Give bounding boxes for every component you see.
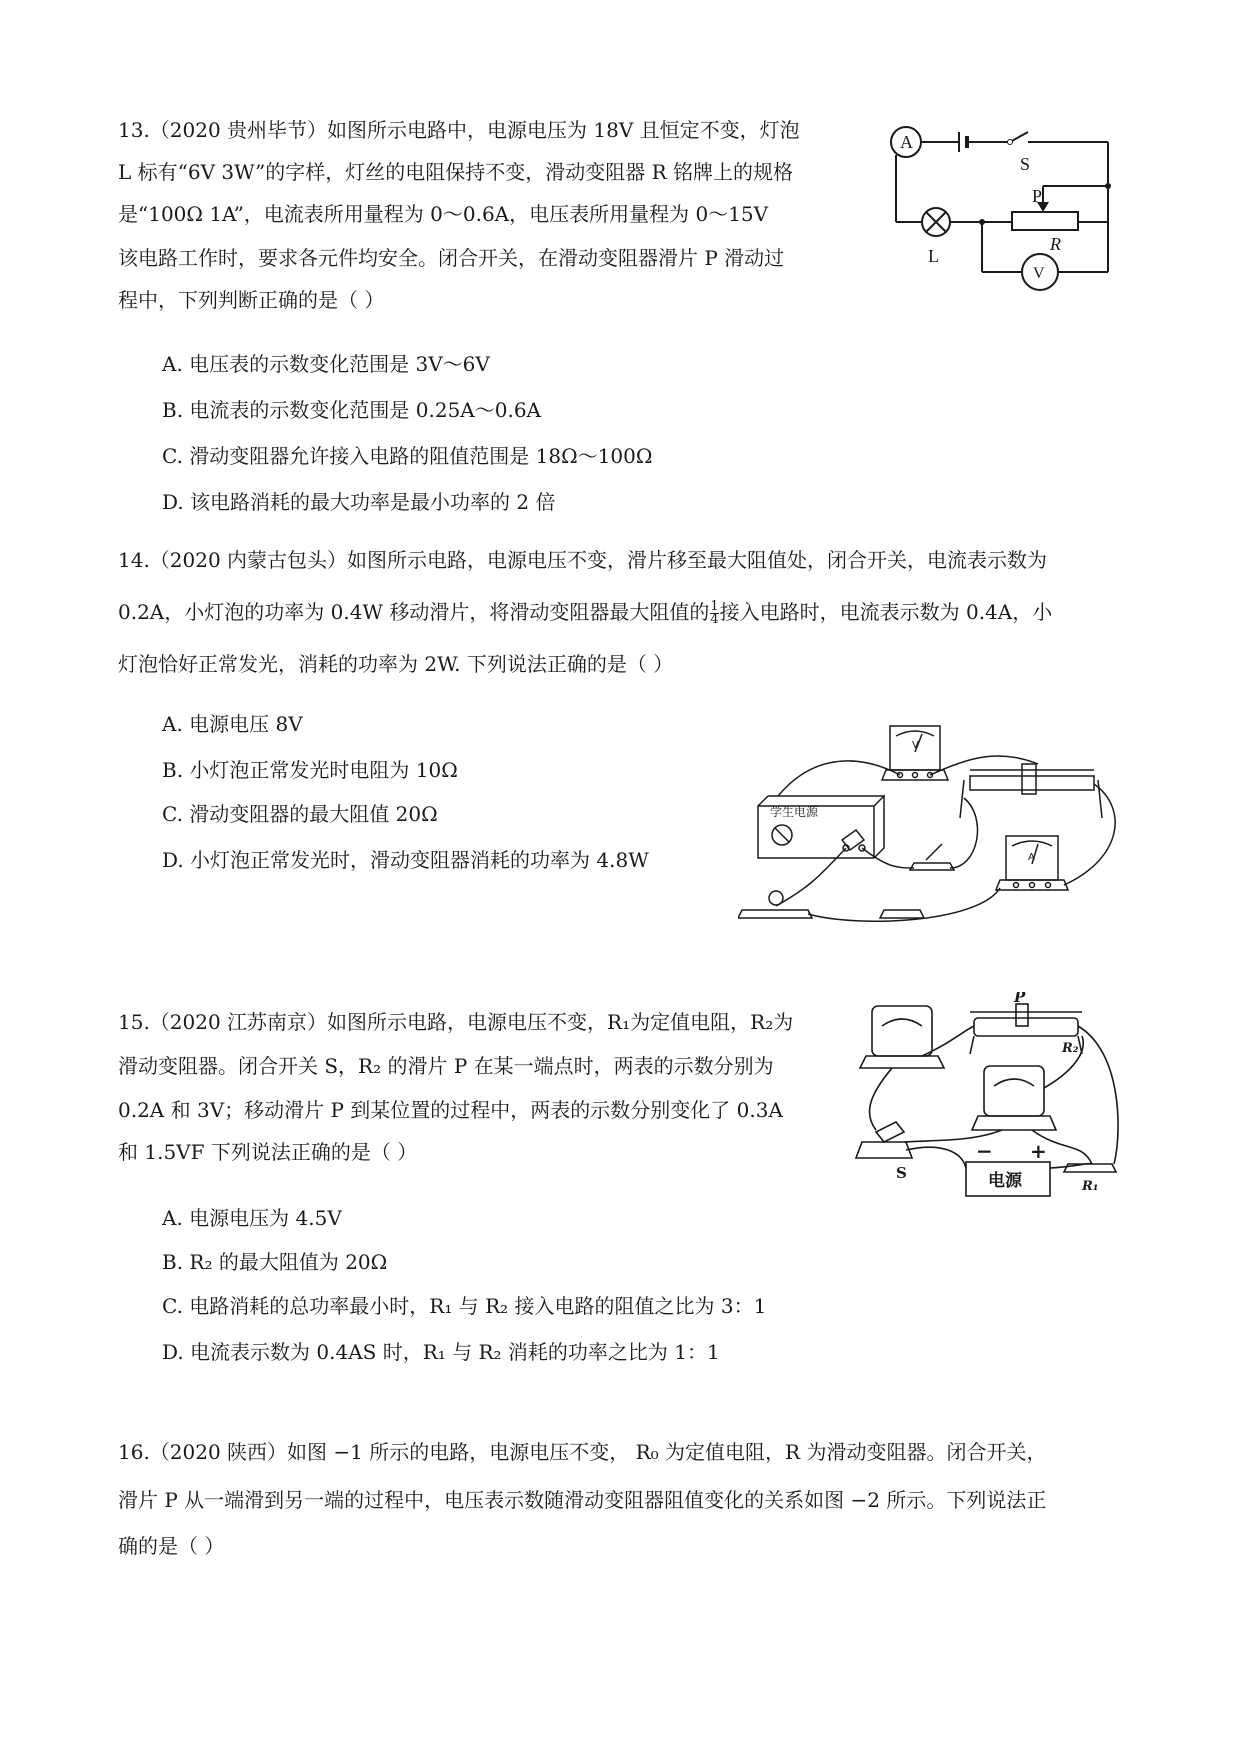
q14-option-d: D. 小灯泡正常发光时，滑动变阻器消耗的功率为 4.8W — [162, 848, 649, 872]
q14-fraction — [710, 601, 718, 626]
q14-fraction-denominator: 4 — [710, 612, 719, 627]
q15-option-c: C. 电路消耗的总功率最小时，R₁ 与 R₂ 接入电路的阻值之比为 3：1 — [162, 1294, 767, 1318]
q15-switch-label: S — [896, 1164, 907, 1182]
q15-slider-label: P — [1014, 992, 1026, 1006]
q13-option-b: B. 电流表的示数变化范围是 0.25A～0.6A — [162, 398, 541, 422]
q15-minus-label: − — [976, 1139, 993, 1163]
q13-ammeter-label: A — [900, 132, 913, 152]
q13-slider-label: P — [1032, 186, 1043, 206]
q16-line-2: 滑片 P 从一端滑到另一端的过程中，电压表示数随滑动变阻器阻值变化的关系如图 −2 所示。下列说法正 — [118, 1488, 1047, 1512]
q15-resistor-label: R₁ — [1082, 1179, 1099, 1194]
q15-line-3: 0.2A 和 3V；移动滑片 P 到某位置的过程中，两表的示数分别变化了 0.3A — [118, 1098, 783, 1122]
q14-line-3: 灯泡恰好正常发光，消耗的功率为 2W. 下列说法正确的是（ ） — [118, 652, 674, 676]
q14-line-2 — [118, 600, 1052, 626]
q15-power-label: 电源 — [988, 1171, 1022, 1191]
q14-ammeter-label: A — [1028, 852, 1035, 863]
q13-option-a: A. 电压表的示数变化范围是 3V～6V — [162, 352, 490, 376]
q15-rheostat-label: R₂ — [1062, 1041, 1079, 1056]
q13-line-2: L 标有“6V 3W”的字样，灯丝的电阻保持不变，滑动变阻器 R 铭牌上的规格 — [118, 160, 794, 184]
q15-line-2: 滑动变阻器。闭合开关 S，R₂ 的滑片 P 在某一端点时，两表的示数分别为 — [118, 1054, 774, 1078]
q14-line-1: 14.（2020 内蒙古包头）如图所示电路，电源电压不变，滑片移至最大阻值处，闭合开关，电流表示数为 — [118, 548, 1048, 572]
q14-fraction-numerator: 1 — [710, 599, 719, 614]
q16-line-3: 确的是（ ） — [118, 1534, 225, 1558]
q14-option-a: A. 电源电压 8V — [162, 712, 303, 736]
q13-line-3: 是“100Ω 1A”，电流表所用量程为 0～0.6A，电压表所用量程为 0～15V — [118, 202, 769, 226]
q13-rheostat-label: R — [1050, 234, 1061, 254]
q14-line-2-start: 0.2A，小灯泡的功率为 0.4W 移动滑片，将滑动变阻器最大阻值的 — [118, 600, 710, 624]
q13-lamp-label: L — [928, 246, 939, 266]
q15-plus-label: + — [1030, 1139, 1047, 1163]
q15-option-b: B. R₂ 的最大阻值为 20Ω — [162, 1250, 388, 1274]
q15-line-4: 和 1.5VF 下列说法正确的是（ ） — [118, 1140, 418, 1164]
q13-switch-label: S — [1020, 154, 1031, 174]
q14-circuit-drawing — [738, 718, 1128, 930]
q15-circuit-drawing — [852, 992, 1124, 1204]
q14-line-2-end: 接入电路时，电流表示数为 0.4A，小 — [719, 600, 1053, 624]
q14-power-supply-label: 学生电源 — [770, 805, 819, 819]
q15-option-d: D. 电流表示数为 0.4AS 时，R₁ 与 R₂ 消耗的功率之比为 1：1 — [162, 1340, 720, 1364]
q15-option-a: A. 电源电压为 4.5V — [162, 1206, 342, 1230]
q16-line-1: 16.（2020 陕西）如图 −1 所示的电路，电源电压不变， R₀ 为定值电阻，R 为滑动变阻器。闭合开关， — [118, 1440, 1047, 1464]
q13-line-1: 13.（2020 贵州毕节）如图所示电路中，电源电压为 18V 且恒定不变，灯泡 — [118, 118, 800, 142]
q13-line-5: 程中，下列判断正确的是（ ） — [118, 288, 385, 312]
q13-voltmeter-label: V — [1033, 265, 1045, 282]
q13-circuit-diagram — [870, 110, 1130, 306]
q14-voltmeter-label: V — [912, 740, 919, 751]
q14-option-c: C. 滑动变阻器的最大阻值 20Ω — [162, 802, 438, 826]
q13-option-d: D. 该电路消耗的最大功率是最小功率的 2 倍 — [162, 490, 556, 514]
q13-option-c: C. 滑动变阻器允许接入电路的阻值范围是 18Ω～100Ω — [162, 444, 653, 468]
q13-line-4: 该电路工作时，要求各元件均安全。闭合开关，在滑动变阻器滑片 P 滑动过 — [118, 246, 785, 270]
q14-option-b: B. 小灯泡正常发光时电阻为 10Ω — [162, 758, 458, 782]
q15-line-1: 15.（2020 江苏南京）如图所示电路，电源电压不变，R₁为定值电阻，R₂为 — [118, 1010, 794, 1034]
